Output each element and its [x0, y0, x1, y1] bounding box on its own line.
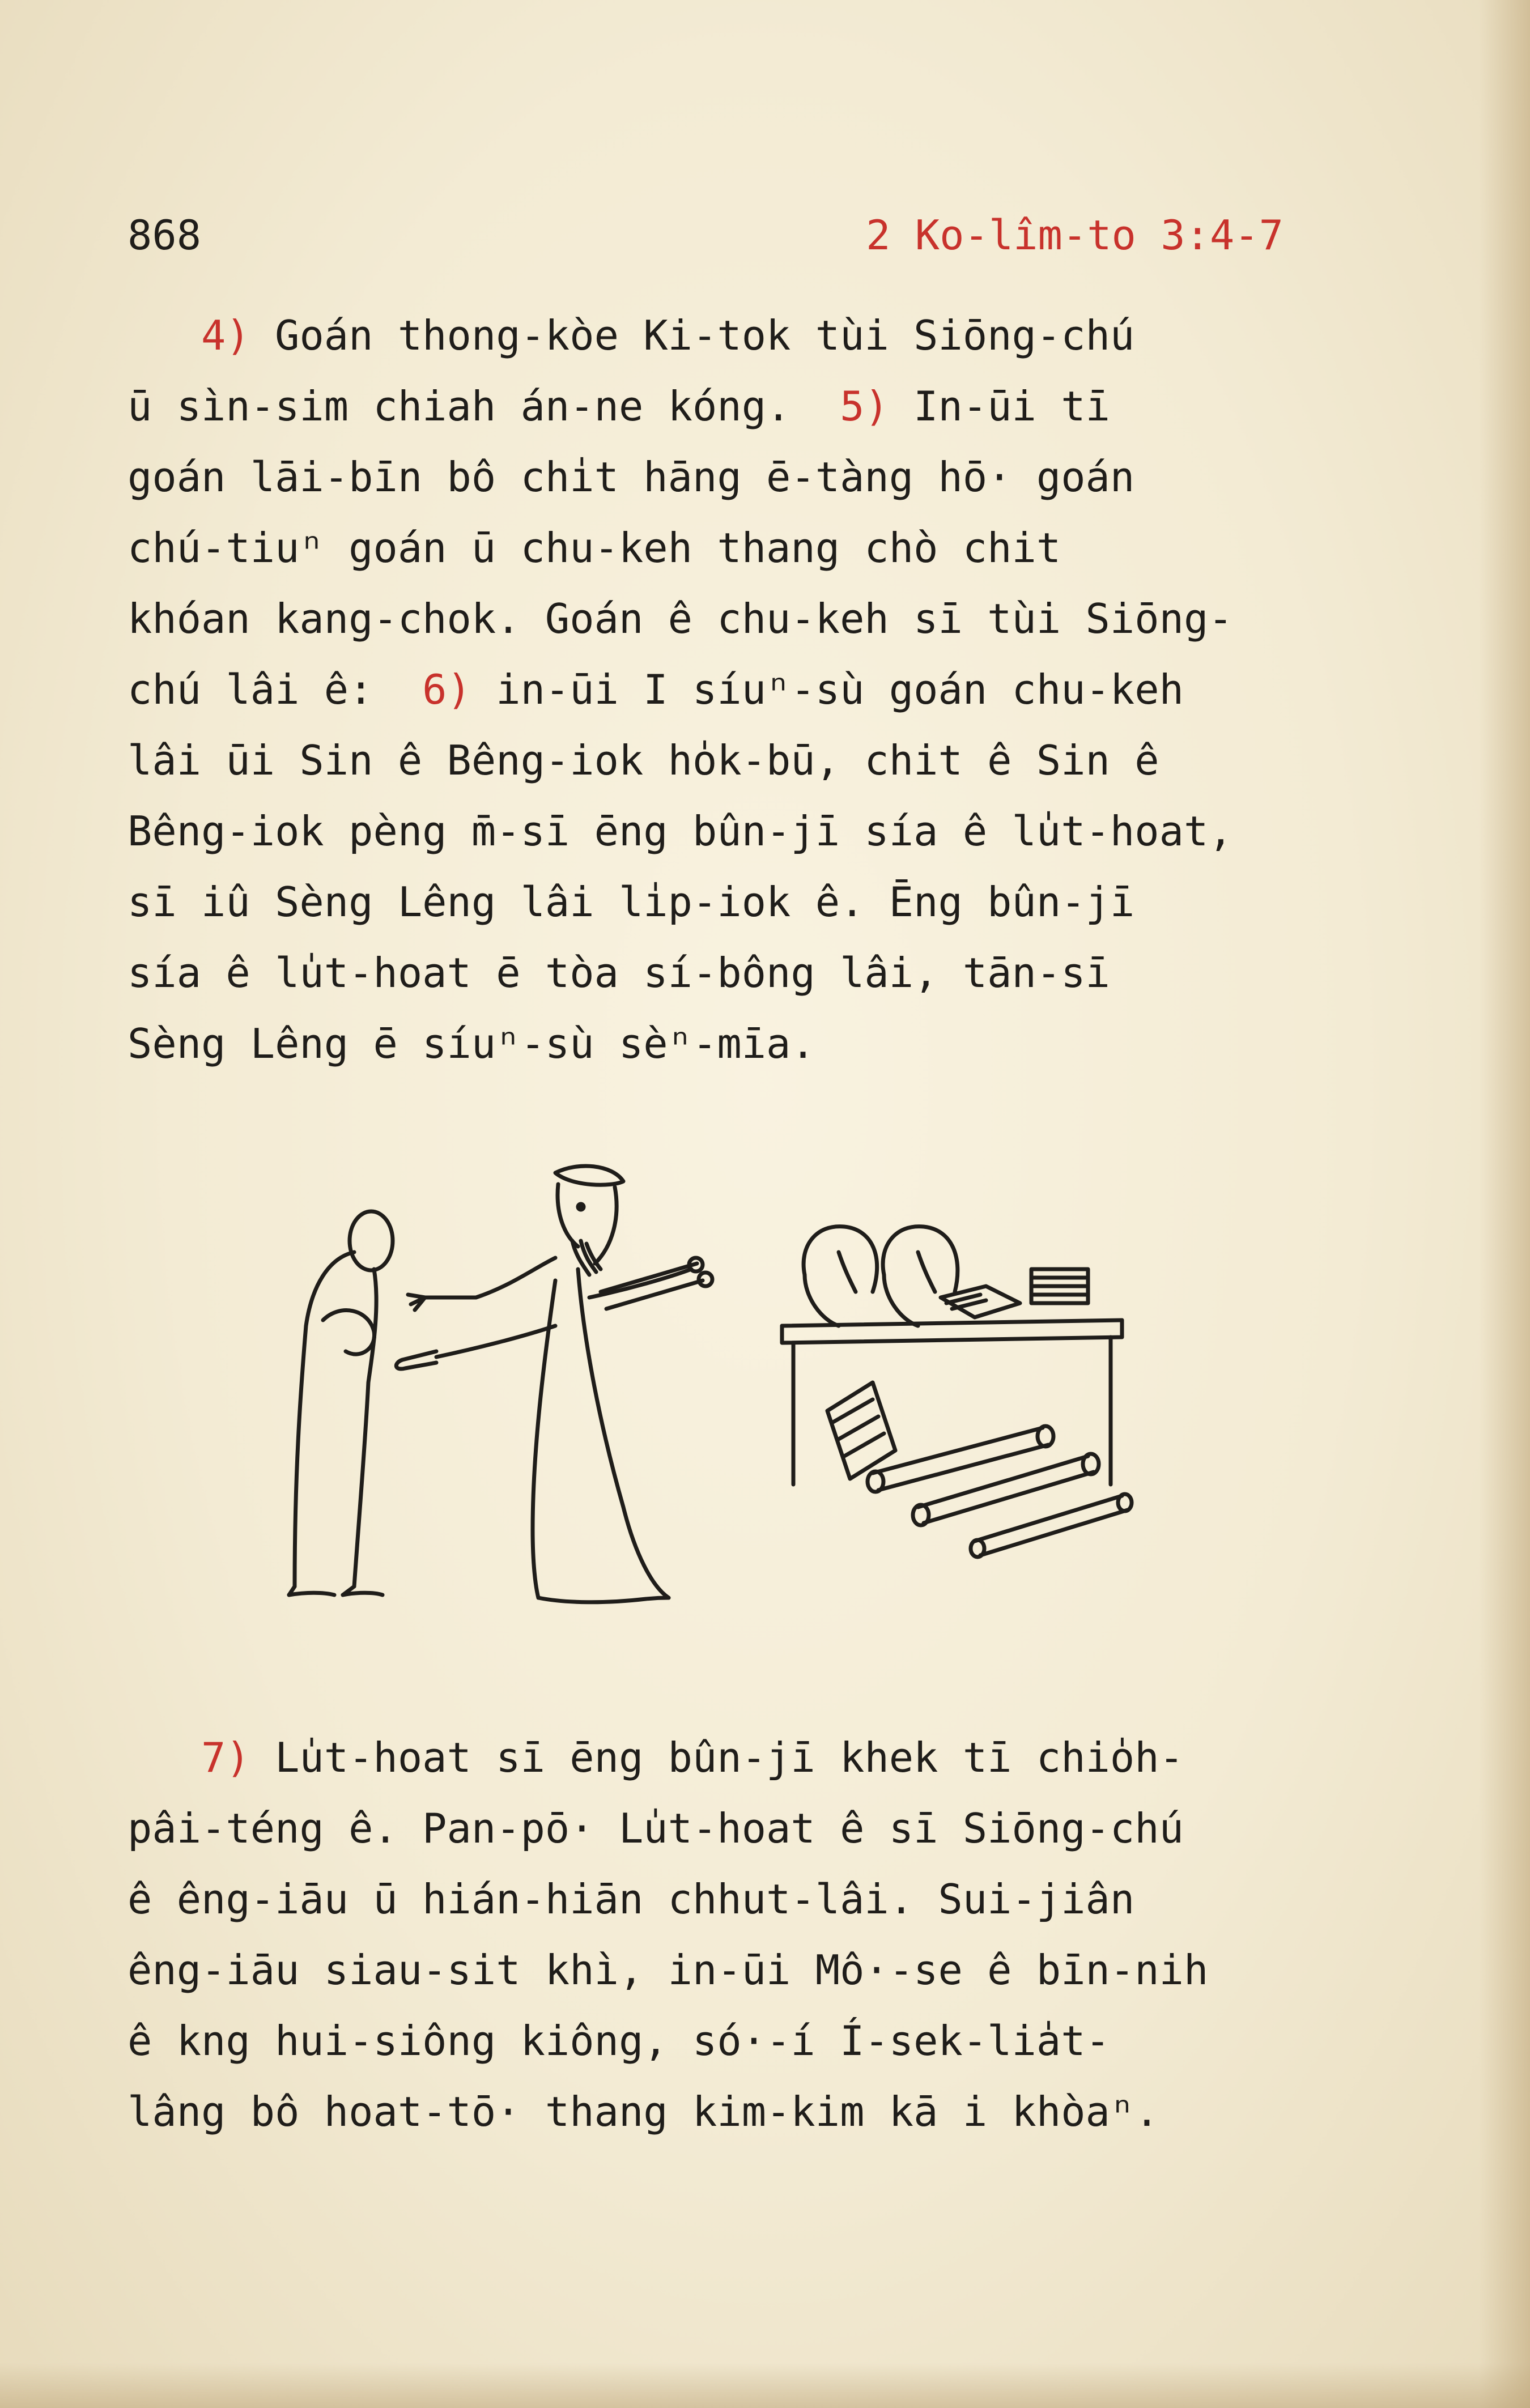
text-line — [128, 513, 1425, 584]
verse-number: 5) — [840, 382, 889, 430]
page-bottom-shadow — [0, 2363, 1530, 2408]
text-line — [128, 442, 1425, 513]
text-line — [128, 300, 1425, 371]
text-line — [128, 867, 1425, 938]
scribes-drawing — [238, 1156, 1190, 1632]
illustration-scribes — [238, 1156, 1190, 1632]
page-edge-shadow — [1479, 0, 1530, 2408]
line-text: ū sìn-sim chiah án-ne kóng. — [128, 382, 840, 430]
text-line — [128, 1935, 1425, 2006]
text-line — [128, 1009, 1425, 1079]
line-text: Goán thong-kòe Ki-tok tùi Siōng-chú — [250, 312, 1135, 359]
text-line — [128, 654, 1425, 725]
page-header — [128, 210, 1284, 261]
text-line — [128, 796, 1425, 867]
bowing-figure — [289, 1211, 393, 1595]
line-text: ê kng hui-siông kiông, só·-í Í-sek-lia̍t- — [128, 2017, 1110, 2065]
line-text: lâi ūi Sin ê Bêng-iok ho̍k-bū, chit ê Sin ê — [128, 737, 1159, 784]
line-text: êng-iāu siau-sit khì, in-ūi Mô·-se ê bīn-nih — [128, 1946, 1209, 1994]
text-line — [128, 371, 1425, 442]
line-text: khóan kang-chok. Goán ê chu-keh sī tùi Siōng- — [128, 595, 1233, 643]
verse-number: 6) — [422, 666, 471, 713]
running-head: 2 Ko-lîm-to 3:4-7 — [866, 211, 1284, 259]
line-text: in-ūi I síuⁿ-sù goán chu-keh — [471, 666, 1184, 713]
line-text: lâng bô hoat-tō· thang kim-kim kā i khòaⁿ. — [128, 2088, 1159, 2135]
text-line — [128, 1722, 1425, 1793]
text-line — [128, 725, 1425, 796]
teacher-figure — [396, 1166, 712, 1602]
text-line — [128, 1793, 1425, 1864]
line-text: chú-tiuⁿ goán ū chu-keh thang chò chit — [128, 524, 1061, 572]
text-block-verse-7 — [128, 1722, 1425, 2147]
line-text: Lu̍t-hoat sī ēng bûn-jī khek tī chio̍h- — [250, 1734, 1184, 1781]
line-text: Sèng Lêng ē síuⁿ-sù sèⁿ-mīa. — [128, 1020, 815, 1067]
line-text: In-ūi tī — [889, 382, 1110, 430]
line-text: sía ê lu̍t-hoat ē tòa sí-bông lâi, tān-sī — [128, 949, 1110, 997]
line-text: Bêng-iok pèng m̄-sī ēng bûn-jī sía ê lu̍t-hoat, — [128, 807, 1233, 855]
text-line — [128, 1864, 1425, 1935]
text-line — [128, 584, 1425, 654]
scrolls-and-books — [827, 1382, 1132, 1557]
page-number: 868 — [128, 211, 202, 259]
text-line — [128, 2006, 1425, 2077]
line-text: pâi-téng ê. Pan-pō· Lu̍t-hoat ê sī Siōng-chú — [128, 1805, 1184, 1852]
line-text: chú lâi ê: — [128, 666, 423, 713]
seated-scribes — [804, 1227, 1088, 1326]
text-line — [128, 938, 1425, 1009]
line-text: ê êng-iāu ū hián-hiān chhut-lâi. Sui-jiân — [128, 1875, 1135, 1923]
verse-number: 7) — [201, 1734, 250, 1781]
text-line — [128, 2077, 1425, 2147]
line-text: goán lāi-bīn bô chi̍t hāng ē-tàng hō· goán — [128, 453, 1135, 501]
verse-number: 4) — [201, 312, 250, 359]
text-block-verses-4-6 — [128, 300, 1425, 1079]
line-text: sī iû Sèng Lêng lâi li̍p-iok ê. Ēng bûn-jī — [128, 878, 1135, 926]
